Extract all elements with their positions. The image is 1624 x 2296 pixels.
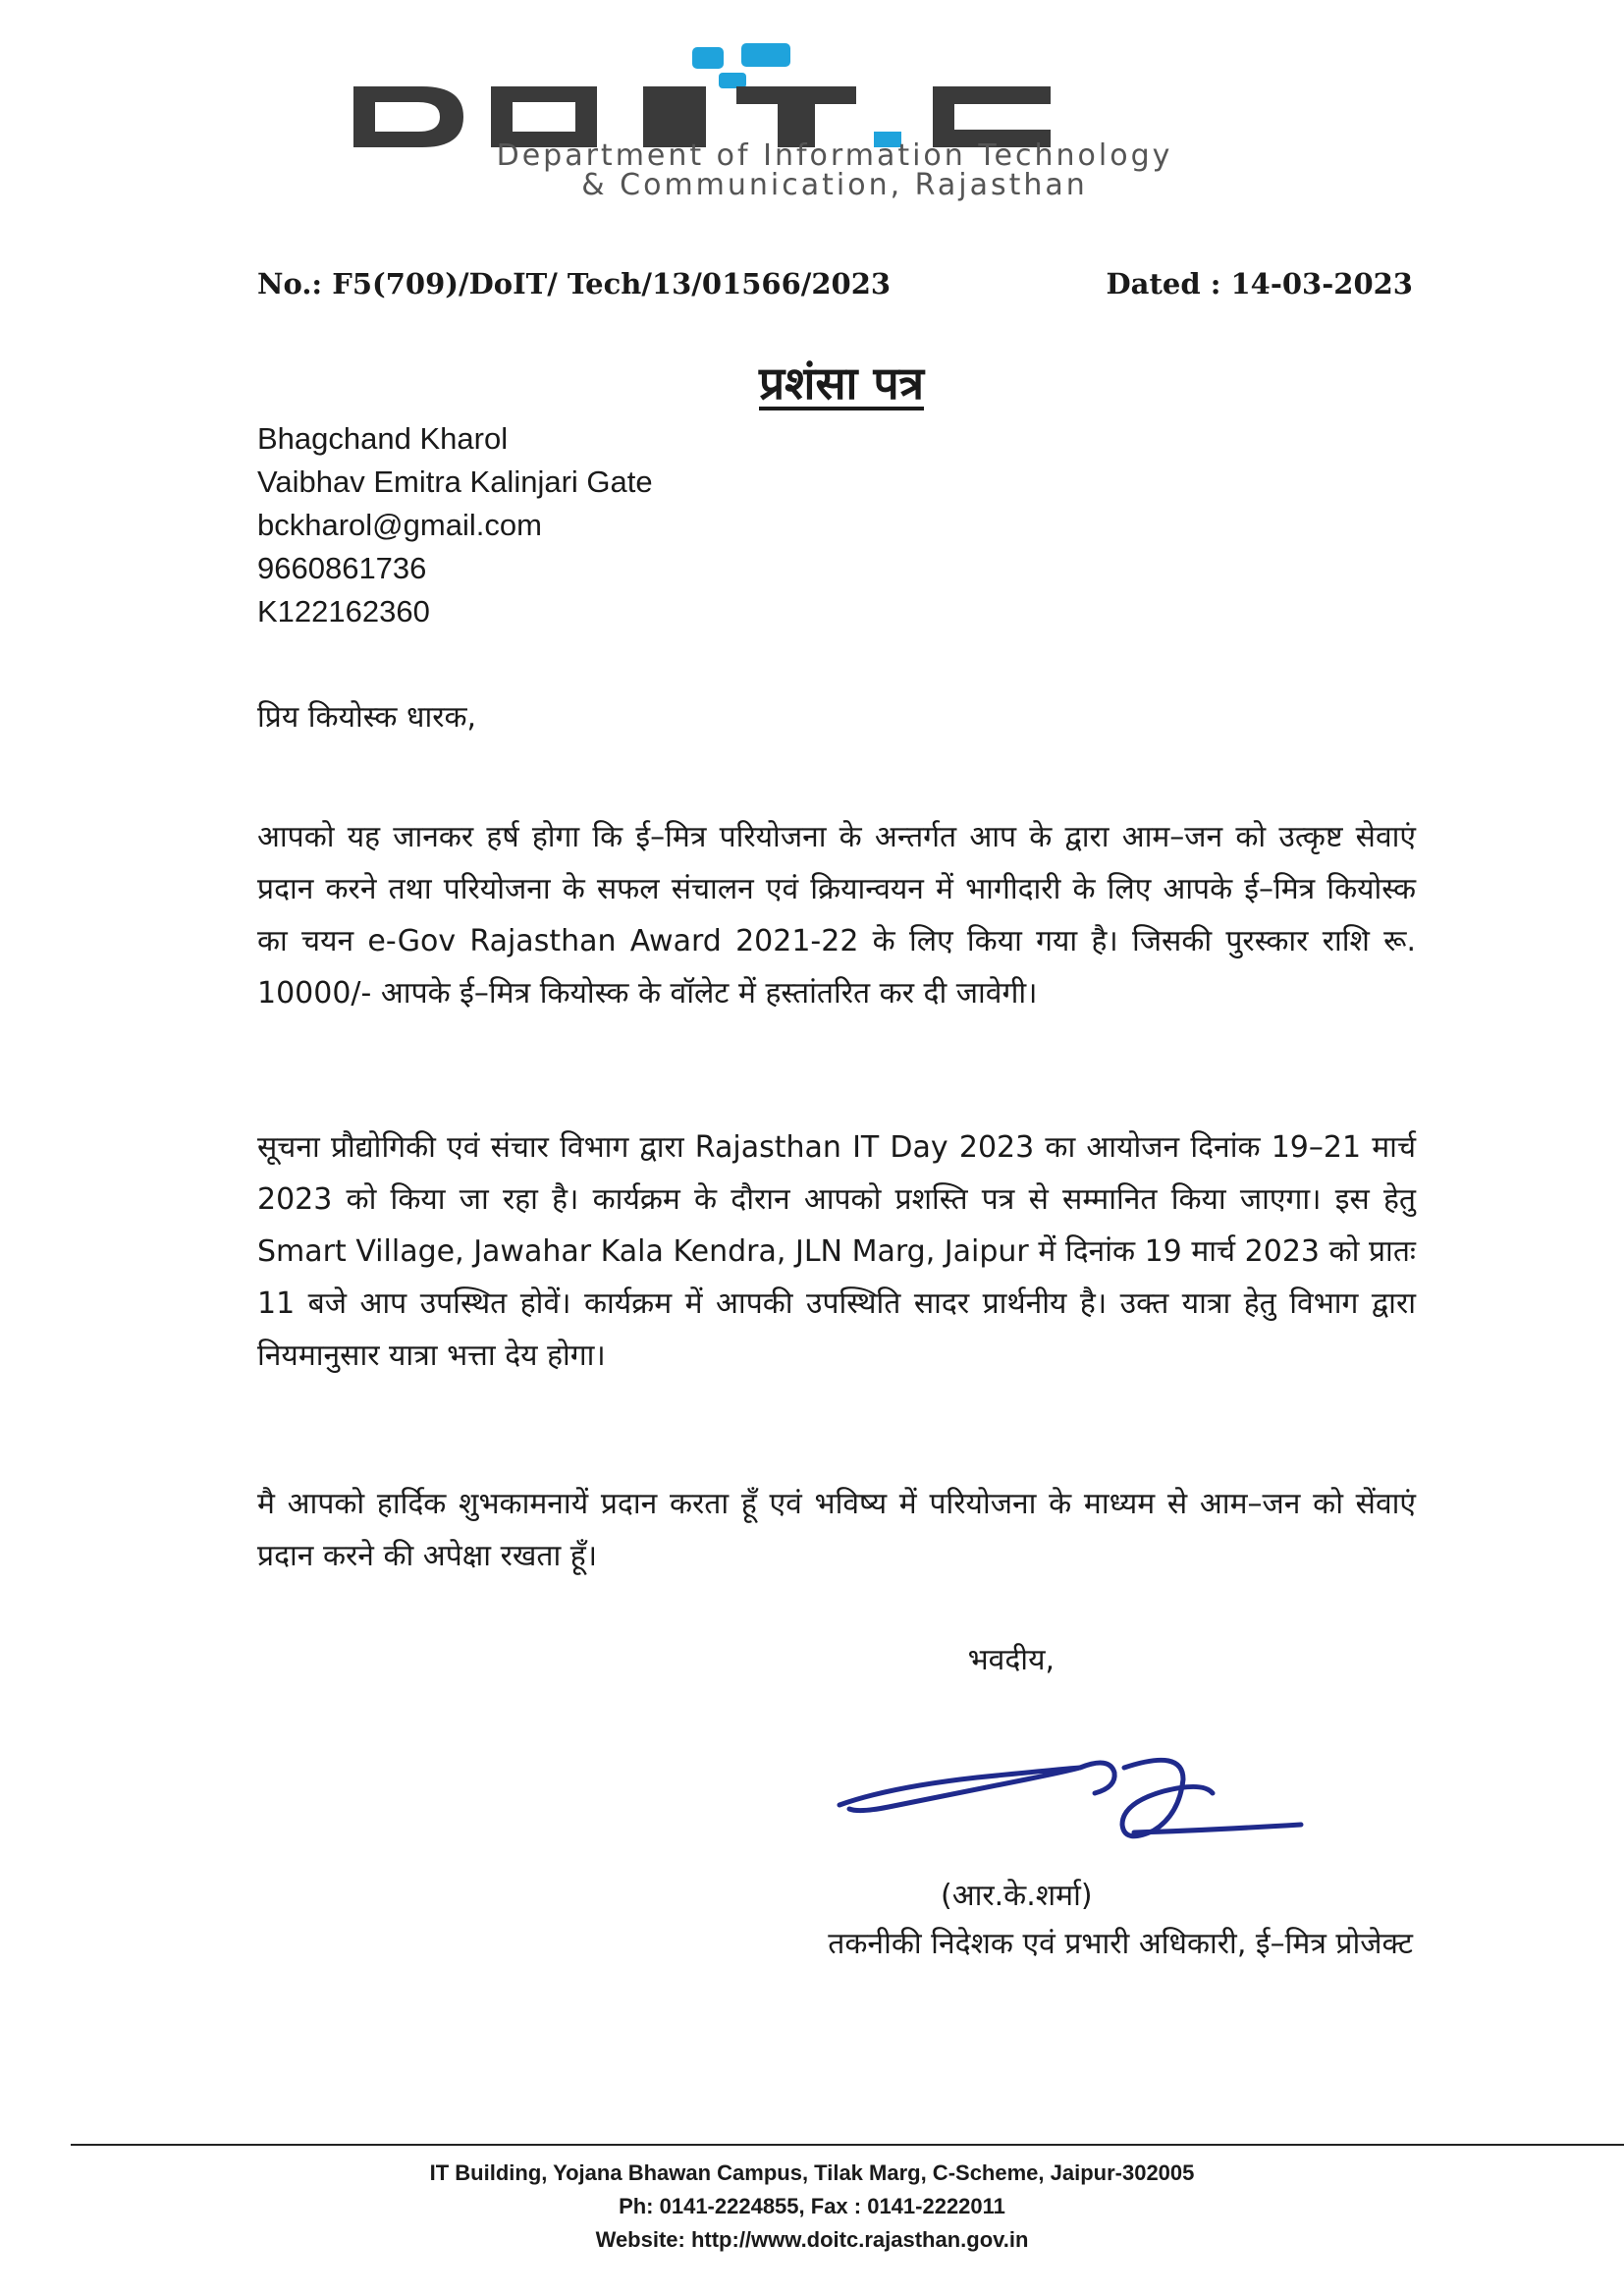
letter-date: Dated : 14-03-2023 (1106, 267, 1413, 301)
letter-title-text: प्रशंसा पत्र (759, 356, 924, 410)
org-name-line1: Department of Information Technology (496, 138, 1173, 173)
body-paragraph-3: मै आपको हार्दिक शुभकामनायें प्रदान करता हूँ एवं भविष्य में परियोजना के माध्यम से आम–जन को सेंवाएं प्रदान करने की अपेक्षा रखता हूँ। (257, 1487, 1416, 1573)
closing: भवदीय, (967, 1643, 1055, 1677)
signature-image (830, 1728, 1311, 1866)
recipient-phone: 9660861736 (257, 551, 427, 585)
recipient-email: bckharol@gmail.com (257, 508, 542, 542)
signer-name: (आर.के.शर्मा) (941, 1879, 1093, 1913)
footer-divider (71, 2144, 1624, 2146)
org-name-line2: & Communication, Rajasthan (581, 168, 1088, 202)
footer-website: Website: http://www.doitc.rajasthan.gov.in (595, 2227, 1029, 2252)
footer-contact: Ph: 0141-2224855, Fax : 0141-2222011 (619, 2194, 1005, 2218)
footer-address: IT Building, Yojana Bhawan Campus, Tilak Marg, C-Scheme, Jaipur-302005 (429, 2160, 1195, 2185)
body-paragraph-2: सूचना प्रौद्योगिकी एवं संचार विभाग द्वारा Rajasthan IT Day 2023 का आयोजन दिनांक 19–21 मार्च 2023 को किया जा रहा है। कार्यक्रम के दौरान आपको प्रशस्ति पत्र से सम्मानित किया जाएगा। इस हेतु Smart Village, Jawahar Kala Kendra, JLN Marg, Jaipur में दिनांक 19 मार्च 2023 को प्रातः 11 बजे आप उपस्थित होवें। कार्यक्रम में आपकी उपस्थिति सादर प्रार्थनीय है। उक्त यात्रा हेतु विभाग द्वारा नियमानुसार यात्रा भत्ता देय होगा। (257, 1130, 1416, 1373)
reference-number: No.: F5(709)/DoIT/ Tech/13/01566/2023 (257, 267, 892, 301)
recipient-address (257, 417, 653, 633)
salutation: प्रिय कियोस्क धारक, (257, 700, 477, 735)
body-paragraph-1: आपको यह जानकर हर्ष होगा कि ई–मित्र परियोजना के अन्तर्गत आप के द्वारा आम–जन को उत्कृष्ट सेवाएं प्रदान करने तथा परियोजना के सफल संचालन एवं क्रियान्वयन में भागीदारी के लिए आपके ई–मित्र कियोस्क का चयन e-Gov Rajasthan Award 2021-22 के लिए किया गया है। जिसकी पुरस्कार राशि रू. 10000/- आपके ई–मित्र कियोस्क के वॉलेट में हस्तांतरित कर दी जावेगी। (257, 820, 1416, 1011)
doitc-logo (353, 39, 1316, 216)
recipient-name: Bhagchand Kharol (257, 421, 509, 456)
doitc-logo-mark (353, 39, 1316, 147)
signer-designation: तकनीकी निदेशक एवं प्रभारी अधिकारी, ई–मित्र प्रोजेक्ट (828, 1927, 1413, 1961)
recipient-kiosk-id: K122162360 (257, 594, 430, 629)
recipient-kiosk: Vaibhav Emitra Kalinjari Gate (257, 465, 653, 499)
footer (0, 2157, 1624, 2257)
letter-title (0, 352, 1624, 412)
